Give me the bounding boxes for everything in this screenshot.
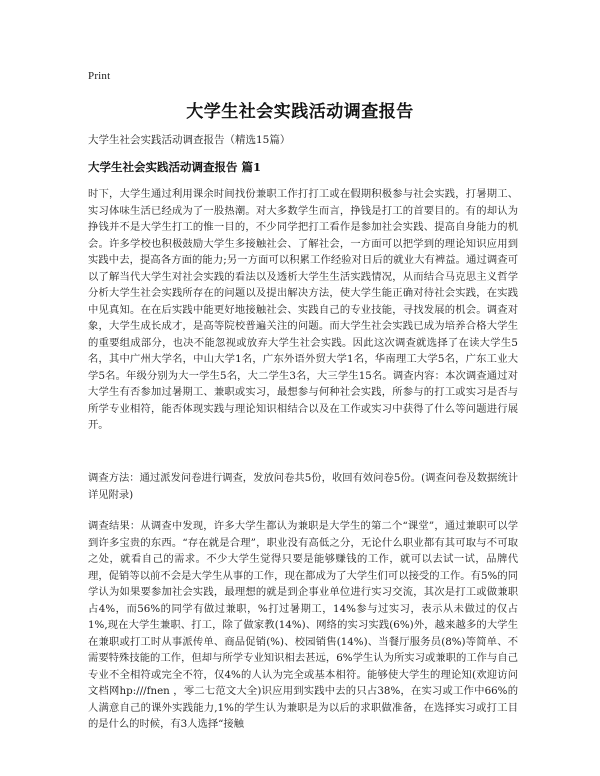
page-title: 大学生社会实践活动调查报告 [186, 102, 414, 122]
print-link[interactable]: Print [88, 70, 111, 82]
document-subtitle: 大学生社会实践活动调查报告（精选15篇） [88, 134, 291, 146]
body-paragraph: 调查方法：通过派发问卷进行调查，发放问卷共5份，收回有效问卷5份。(调查问卷及数据统计详见附录) [88, 472, 518, 501]
section-heading: 大学生社会实践活动调查报告 篇1 [88, 160, 262, 174]
body-paragraph: 时下，大学生通过利用课余时间找份兼职工作打打工或在假期积极参与社会实践，打暑期工、实习体味生活已经成为了一股热潮。对大多数学生而言，挣钱是打工的首要目的。有的却认为挣钱并不是大学生打工的惟一目的，不少同学把打工看作是参加社会实践、提高自身能力的机会。许多学校也积极鼓励大学生多接触社会、了解社会，一方面可以把学到的理论知识应用到实践中去，提高各方面的能力;另一方面可以积累工作经验对日后的就业大有裨益。通过调查可以了解当代大学生对社会实践的看法以及透析大学生生活实践情况，从而结合马克思主义哲学分析大学生社会实践所存在的问题以及提出解决方法，使大学生能正确对待社会实践，在实践中见真知。在在后实践中能更好地接触社会、实践自己的专业技能，寻找发展的机会。调查对象，大学生成长成才，是高等院校普遍关注的问题。而大学生社会实践已成为培养合格大学生的重要组成部分，也决不能忽视或放弃大学生社会实践。因此这次调查就选择了在读大学生5名，其中广州大学名，中山大学1名，广东外语外贸大学1名，华南理工大学5名，广东工业大学5名。年级分别为大一学生5名，大二学生3名，大三学生15名。调查内容：本次调查通过对大学生有否参加过暑期工、兼职或实习，最想参与何种社会实践，所参与的打工或实习是否与所学专业相符，能否体现实践与理论知识相结合以及在工作或实习中获得了什么等问题进行展开。 [88, 188, 518, 431]
body-paragraph: 调查结果：从调查中发现，许多大学生都认为兼职是大学生的第二个“课堂”，通过兼职可以学到许多宝贵的东西。“存在就是合理”，职业没有高低之分，无论什么职业都有其可取与不可取之处，就看自己的需求。不少大学生觉得只要是能够赚钱的工作，就可以去试一试，品牌代理，促销等以前不会是大学生从事的工作，现在都成为了大学生们可以接受的工作。有5%的同学认为如果要参加社会实践，最理想的就是到企事业单位进行实习交流，其次是打工或做兼职占4%，而56%的同学有做过兼职，%打过暑期工，14%参与过实习，表示从未做过的仅占1%,现在大学生兼职、打工，除了做家教(14%)、网络的实习实践(6%)外，越来越多的大学生在兼职或打工时从事派传单、商品促销(%)、校园销售(14%)、当餐厅服务员(8%)等简单、不需要特殊技能的工作，但却与所学专业知识相去甚远，6%学生认为所实习或兼职的工作与自己专业不全相符或完全不符，仅4%的人认为完全或基本相符。能够使大学生的理论知(欢迎访问文档网hp:///fnen ，零二七范文大全)识应用到实践中去的只占38%，在实习或工作中66%的人满意自己的课外实践能力,1%的学生认为兼职是为以后的求职做准备，在选择实习或打工目的是什么的时候，有3人选择“接触 [88, 520, 518, 730]
